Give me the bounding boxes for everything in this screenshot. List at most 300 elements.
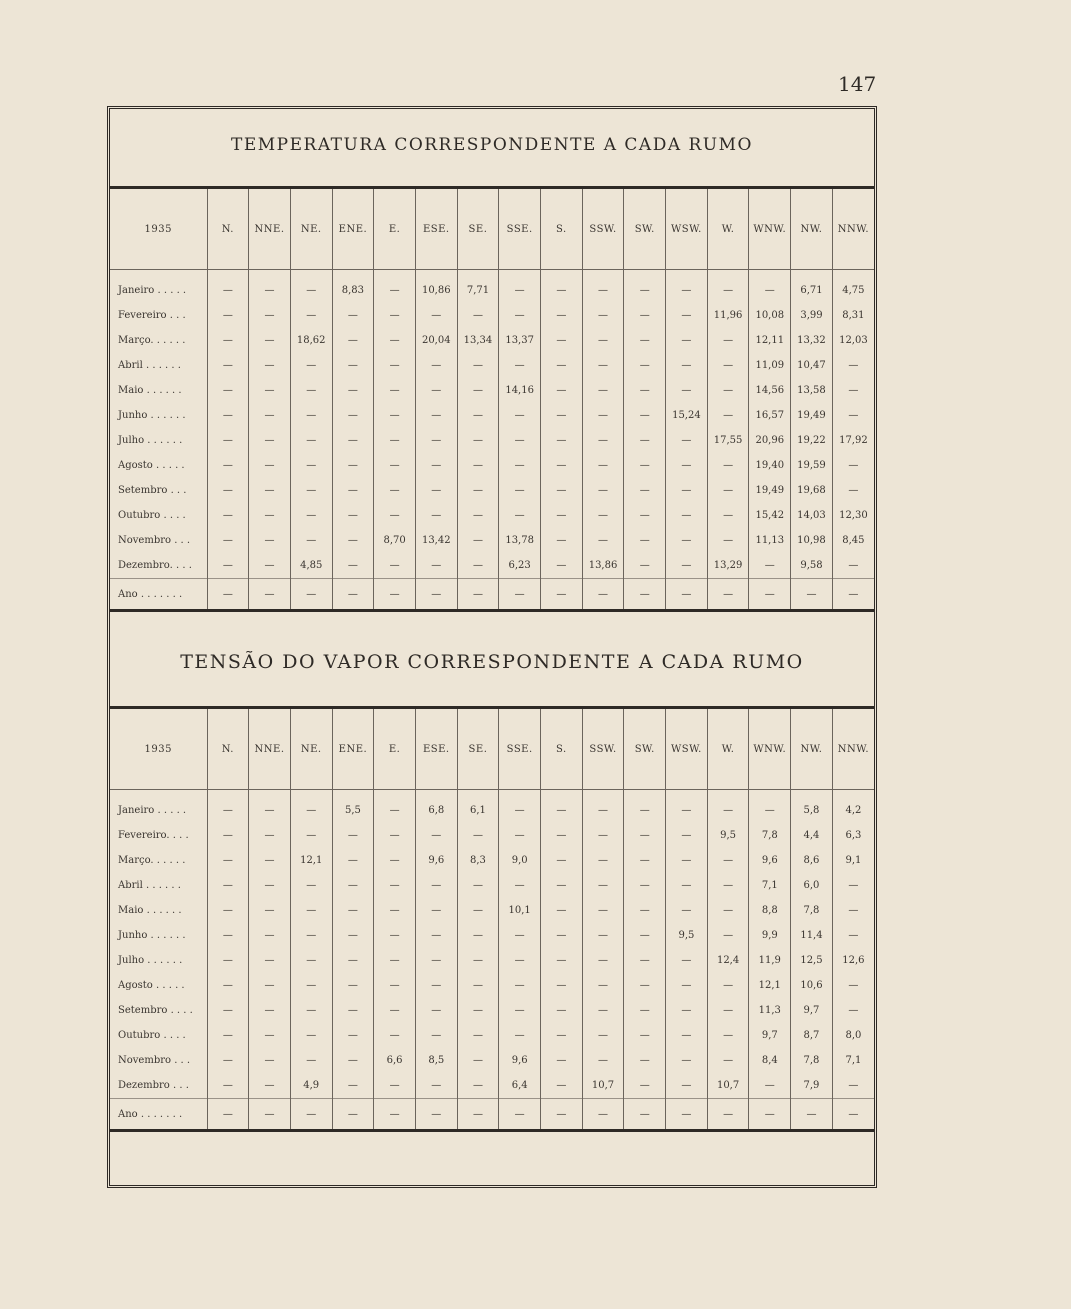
- table-cell: 9,7: [749, 1023, 791, 1048]
- table-cell: —: [582, 873, 624, 898]
- table-cell: —: [332, 1073, 374, 1099]
- table-cell: —: [415, 503, 457, 528]
- table-cell: 19,40: [749, 453, 791, 478]
- table-cell: —: [457, 1099, 499, 1130]
- table-cell: —: [249, 328, 291, 353]
- table-cell: —: [582, 278, 624, 303]
- table-cell: 13,42: [415, 528, 457, 553]
- column-header: W.: [707, 189, 749, 270]
- table-cell: —: [624, 848, 666, 873]
- month-label: Abril . . . . . .: [118, 880, 181, 891]
- table-cell: 9,6: [499, 1048, 541, 1073]
- table-cell: —: [624, 478, 666, 503]
- table-cell: —: [499, 798, 541, 823]
- table-cell: —: [791, 579, 833, 610]
- table-cell: —: [415, 823, 457, 848]
- table-cell: —: [582, 579, 624, 610]
- table-cell: 12,03: [832, 328, 874, 353]
- table-cell: 11,3: [749, 998, 791, 1023]
- table-cell: —: [582, 973, 624, 998]
- table-cell: —: [666, 873, 708, 898]
- table-cell: —: [290, 1099, 332, 1130]
- page-number: 147: [838, 72, 877, 96]
- table-cell: —: [457, 1073, 499, 1099]
- table-cell: —: [582, 453, 624, 478]
- table-cell: 16,57: [749, 403, 791, 428]
- table-cell: —: [374, 973, 416, 998]
- table-cell: —: [207, 1048, 249, 1073]
- table-cell: —: [499, 873, 541, 898]
- table-cell: —: [499, 973, 541, 998]
- table-cell: —: [832, 579, 874, 610]
- column-header: NE.: [290, 189, 332, 270]
- table-cell: —: [249, 579, 291, 610]
- month-label: Outubro . . . .: [118, 1030, 186, 1041]
- table-cell: —: [624, 528, 666, 553]
- table-cell: —: [415, 353, 457, 378]
- column-header: NNW.: [832, 709, 874, 790]
- table-cell: 9,1: [832, 848, 874, 873]
- table-row: [110, 278, 874, 303]
- table-cell: —: [415, 579, 457, 610]
- column-header: NNE.: [249, 189, 291, 270]
- table-cell: —: [832, 923, 874, 948]
- table-cell: —: [332, 328, 374, 353]
- table-cell: —: [457, 923, 499, 948]
- table-cell: 10,08: [749, 303, 791, 328]
- table-cell: —: [541, 898, 583, 923]
- table-cell: —: [415, 973, 457, 998]
- column-header: WNW.: [749, 189, 791, 270]
- year-total-row: [110, 579, 874, 610]
- table-cell: —: [457, 973, 499, 998]
- column-header: SSW.: [582, 189, 624, 270]
- table-cell: 10,1: [499, 898, 541, 923]
- table-cell: —: [541, 1099, 583, 1130]
- column-header: NE.: [290, 709, 332, 790]
- table-cell: 14,16: [499, 378, 541, 403]
- table-cell: —: [332, 353, 374, 378]
- table-cell: —: [582, 1099, 624, 1130]
- table-row: [110, 873, 874, 898]
- table-cell: 10,7: [707, 1073, 749, 1099]
- table-cell: 13,34: [457, 328, 499, 353]
- table-cell: —: [207, 998, 249, 1023]
- table-cell: —: [541, 378, 583, 403]
- table-cell: —: [832, 898, 874, 923]
- column-header: E.: [374, 189, 416, 270]
- table-cell: —: [249, 403, 291, 428]
- table-cell: —: [666, 428, 708, 453]
- column-header: WNW.: [749, 709, 791, 790]
- table-cell: —: [374, 303, 416, 328]
- table-cell: 19,59: [791, 453, 833, 478]
- table-cell: —: [290, 1023, 332, 1048]
- table-cell: 4,75: [832, 278, 874, 303]
- table-cell: —: [541, 998, 583, 1023]
- table-cell: —: [749, 278, 791, 303]
- table-cell: —: [249, 428, 291, 453]
- table-cell: —: [624, 998, 666, 1023]
- table-cell: —: [332, 478, 374, 503]
- table-cell: —: [707, 1023, 749, 1048]
- table-cell: —: [499, 303, 541, 328]
- table-cell: —: [249, 528, 291, 553]
- month-label: Julho . . . . . .: [118, 435, 183, 446]
- table-cell: —: [624, 428, 666, 453]
- table-cell: —: [749, 1099, 791, 1130]
- table-cell: 6,23: [499, 553, 541, 579]
- table-cell: —: [707, 478, 749, 503]
- year-total-label: Ano . . . . . . .: [110, 1099, 207, 1130]
- table-cell: 8,83: [332, 278, 374, 303]
- table-cell: 9,6: [749, 848, 791, 873]
- table-cell: —: [374, 478, 416, 503]
- table-cell: —: [832, 403, 874, 428]
- table-cell: 13,58: [791, 378, 833, 403]
- table-cell: —: [666, 973, 708, 998]
- table-cell: 10,86: [415, 278, 457, 303]
- table-cell: —: [624, 1073, 666, 1099]
- table-cell: —: [624, 798, 666, 823]
- month-label: Fevereiro. . . .: [118, 830, 189, 841]
- table-cell: —: [332, 973, 374, 998]
- table-cell: 8,3: [457, 848, 499, 873]
- month-label: Novembro . . .: [118, 535, 191, 546]
- table-cell: —: [374, 328, 416, 353]
- table-cell: —: [207, 848, 249, 873]
- table-cell: —: [457, 898, 499, 923]
- table-row: [110, 453, 874, 478]
- table-cell: —: [374, 798, 416, 823]
- table-cell: 18,62: [290, 328, 332, 353]
- table-cell: 4,85: [290, 553, 332, 579]
- table-cell: —: [499, 428, 541, 453]
- table-cell: —: [332, 378, 374, 403]
- table-cell: 12,4: [707, 948, 749, 973]
- table-cell: —: [249, 898, 291, 923]
- table-cell: 7,8: [749, 823, 791, 848]
- table-cell: —: [666, 948, 708, 973]
- table-cell: —: [457, 403, 499, 428]
- table-cell: —: [290, 528, 332, 553]
- table-cell: 6,71: [791, 278, 833, 303]
- vapor-bottom-rule: [110, 1129, 874, 1132]
- table-cell: —: [415, 1023, 457, 1048]
- table-cell: —: [457, 378, 499, 403]
- table-cell: —: [332, 873, 374, 898]
- table-cell: —: [290, 898, 332, 923]
- table-cell: 4,9: [290, 1073, 332, 1099]
- table-cell: —: [582, 898, 624, 923]
- table-cell: —: [541, 873, 583, 898]
- table-cell: —: [290, 579, 332, 610]
- table-cell: 4,4: [791, 823, 833, 848]
- table-cell: 14,56: [749, 378, 791, 403]
- table-cell: —: [832, 478, 874, 503]
- table-cell: —: [499, 453, 541, 478]
- table-cell: —: [499, 923, 541, 948]
- table-cell: —: [249, 303, 291, 328]
- table-cell: 6,6: [374, 1048, 416, 1073]
- table-cell: —: [249, 453, 291, 478]
- table-cell: —: [457, 823, 499, 848]
- table-cell: —: [207, 478, 249, 503]
- table-cell: —: [666, 823, 708, 848]
- table-cell: 9,6: [415, 848, 457, 873]
- table-cell: —: [207, 1073, 249, 1099]
- table-row: [110, 1023, 874, 1048]
- table-cell: 6,0: [791, 873, 833, 898]
- table-cell: —: [249, 1048, 291, 1073]
- table-cell: —: [624, 948, 666, 973]
- table-cell: 11,4: [791, 923, 833, 948]
- table-cell: —: [290, 428, 332, 453]
- table-cell: 19,68: [791, 478, 833, 503]
- month-label: Dezembro . . .: [118, 1080, 189, 1091]
- table-cell: —: [415, 1099, 457, 1130]
- month-label: Dezembro. . . .: [118, 560, 192, 571]
- table-cell: —: [249, 798, 291, 823]
- table-cell: —: [374, 378, 416, 403]
- table-cell: —: [207, 403, 249, 428]
- table-cell: —: [832, 378, 874, 403]
- table-cell: —: [332, 553, 374, 579]
- table-cell: —: [707, 278, 749, 303]
- table-cell: —: [457, 453, 499, 478]
- table-cell: —: [332, 303, 374, 328]
- table-row: [110, 998, 874, 1023]
- column-header: NW.: [791, 709, 833, 790]
- table-cell: —: [541, 1048, 583, 1073]
- table-cell: —: [707, 873, 749, 898]
- temperature-table: [110, 189, 874, 609]
- table-cell: —: [541, 948, 583, 973]
- table-cell: —: [666, 303, 708, 328]
- table-cell: 5,8: [791, 798, 833, 823]
- table-cell: —: [707, 378, 749, 403]
- table-cell: —: [582, 328, 624, 353]
- table-cell: —: [541, 353, 583, 378]
- table-cell: —: [374, 873, 416, 898]
- table-cell: —: [415, 403, 457, 428]
- table-cell: —: [249, 553, 291, 579]
- table-cell: —: [749, 553, 791, 579]
- table-cell: —: [207, 503, 249, 528]
- table-cell: —: [290, 823, 332, 848]
- table-cell: —: [499, 503, 541, 528]
- table-cell: —: [582, 303, 624, 328]
- table-cell: 9,7: [791, 998, 833, 1023]
- table-cell: —: [332, 428, 374, 453]
- table-cell: 7,9: [791, 1073, 833, 1099]
- table-cell: —: [499, 1099, 541, 1130]
- column-header: WSW.: [666, 709, 708, 790]
- table-cell: —: [541, 428, 583, 453]
- column-header: ENE.: [332, 189, 374, 270]
- table-cell: 9,58: [791, 553, 833, 579]
- table-cell: —: [457, 1048, 499, 1073]
- table-cell: —: [541, 553, 583, 579]
- table-cell: —: [707, 328, 749, 353]
- table-cell: —: [832, 453, 874, 478]
- table-cell: —: [332, 579, 374, 610]
- table-cell: —: [541, 278, 583, 303]
- temperature-bottom-rule: [110, 609, 874, 612]
- table-cell: —: [707, 998, 749, 1023]
- column-header: SSE.: [499, 709, 541, 790]
- table-cell: —: [374, 579, 416, 610]
- table-cell: 10,47: [791, 353, 833, 378]
- table-cell: —: [666, 553, 708, 579]
- table-cell: —: [707, 798, 749, 823]
- spacer-row: [110, 270, 874, 279]
- column-header: ESE.: [415, 709, 457, 790]
- table-cell: —: [415, 303, 457, 328]
- table-cell: —: [457, 428, 499, 453]
- table-cell: —: [249, 948, 291, 973]
- table-cell: 12,5: [791, 948, 833, 973]
- column-header: SW.: [624, 189, 666, 270]
- column-header: SW.: [624, 709, 666, 790]
- table-cell: —: [249, 973, 291, 998]
- table-cell: —: [249, 1099, 291, 1130]
- table-cell: —: [707, 503, 749, 528]
- table-cell: —: [832, 553, 874, 579]
- table-cell: —: [707, 528, 749, 553]
- table-cell: —: [415, 428, 457, 453]
- table-cell: —: [666, 898, 708, 923]
- table-cell: —: [332, 503, 374, 528]
- table-cell: 12,30: [832, 503, 874, 528]
- table-cell: —: [374, 923, 416, 948]
- table-cell: —: [290, 503, 332, 528]
- month-label: Fevereiro . . .: [118, 310, 186, 321]
- table-cell: —: [457, 478, 499, 503]
- table-cell: 7,1: [749, 873, 791, 898]
- year-header: 1935: [110, 189, 207, 270]
- table-cell: —: [207, 973, 249, 998]
- month-label: Janeiro . . . . .: [118, 805, 187, 816]
- table-cell: —: [707, 579, 749, 610]
- table-cell: —: [374, 403, 416, 428]
- table-cell: —: [207, 873, 249, 898]
- table-cell: —: [332, 1023, 374, 1048]
- table-cell: 13,78: [499, 528, 541, 553]
- column-header: W.: [707, 709, 749, 790]
- table-cell: —: [374, 948, 416, 973]
- table-cell: —: [541, 1073, 583, 1099]
- table-row: [110, 848, 874, 873]
- table-cell: —: [374, 503, 416, 528]
- table-cell: —: [666, 528, 708, 553]
- table-cell: —: [666, 378, 708, 403]
- table-row: [110, 403, 874, 428]
- column-header: SE.: [457, 189, 499, 270]
- vapor-section: [110, 631, 874, 1132]
- table-row: [110, 528, 874, 553]
- month-label: Setembro . . . .: [118, 1005, 193, 1016]
- table-row: [110, 798, 874, 823]
- table-cell: —: [332, 948, 374, 973]
- table-cell: —: [707, 848, 749, 873]
- table-cell: —: [415, 873, 457, 898]
- table-cell: —: [457, 948, 499, 973]
- table-cell: —: [624, 403, 666, 428]
- table-row: [110, 478, 874, 503]
- table-cell: 8,5: [415, 1048, 457, 1073]
- table-cell: —: [415, 378, 457, 403]
- table-cell: —: [582, 478, 624, 503]
- table-cell: —: [290, 948, 332, 973]
- temperature-header-row: [110, 189, 874, 270]
- column-header: ESE.: [415, 189, 457, 270]
- table-cell: —: [541, 823, 583, 848]
- table-cell: —: [207, 948, 249, 973]
- table-cell: —: [582, 948, 624, 973]
- table-cell: 19,49: [749, 478, 791, 503]
- table-cell: —: [415, 998, 457, 1023]
- table-cell: —: [207, 898, 249, 923]
- table-cell: —: [249, 823, 291, 848]
- month-label: Abril . . . . . .: [118, 360, 181, 371]
- column-header: SSE.: [499, 189, 541, 270]
- month-label: Maio . . . . . .: [118, 905, 182, 916]
- table-cell: —: [666, 798, 708, 823]
- table-cell: —: [457, 303, 499, 328]
- table-cell: —: [207, 1099, 249, 1130]
- month-label: Agosto . . . . .: [118, 460, 185, 471]
- table-cell: —: [707, 973, 749, 998]
- column-header: N.: [207, 709, 249, 790]
- table-cell: —: [207, 923, 249, 948]
- table-cell: —: [374, 553, 416, 579]
- year-total-label: Ano . . . . . . .: [110, 579, 207, 610]
- table-cell: 6,8: [415, 798, 457, 823]
- month-label: Março. . . . . .: [118, 335, 186, 346]
- table-cell: —: [207, 353, 249, 378]
- table-cell: 19,22: [791, 428, 833, 453]
- table-cell: —: [207, 453, 249, 478]
- table-cell: —: [582, 353, 624, 378]
- table-cell: —: [624, 823, 666, 848]
- table-cell: —: [666, 1073, 708, 1099]
- table-cell: —: [582, 798, 624, 823]
- table-cell: —: [499, 579, 541, 610]
- table-row: [110, 973, 874, 998]
- table-cell: —: [541, 303, 583, 328]
- table-cell: —: [249, 278, 291, 303]
- table-cell: —: [374, 1099, 416, 1130]
- table-cell: —: [290, 923, 332, 948]
- table-cell: —: [541, 923, 583, 948]
- table-cell: —: [582, 428, 624, 453]
- table-cell: 6,3: [832, 823, 874, 848]
- table-cell: 6,4: [499, 1073, 541, 1099]
- table-cell: —: [415, 923, 457, 948]
- table-cell: 11,13: [749, 528, 791, 553]
- table-cell: —: [624, 553, 666, 579]
- table-cell: —: [582, 998, 624, 1023]
- column-header: NNW.: [832, 189, 874, 270]
- table-cell: —: [332, 923, 374, 948]
- table-cell: —: [499, 278, 541, 303]
- table-cell: 7,8: [791, 898, 833, 923]
- table-cell: —: [207, 823, 249, 848]
- table-cell: —: [457, 873, 499, 898]
- table-cell: —: [207, 1023, 249, 1048]
- table-cell: —: [749, 798, 791, 823]
